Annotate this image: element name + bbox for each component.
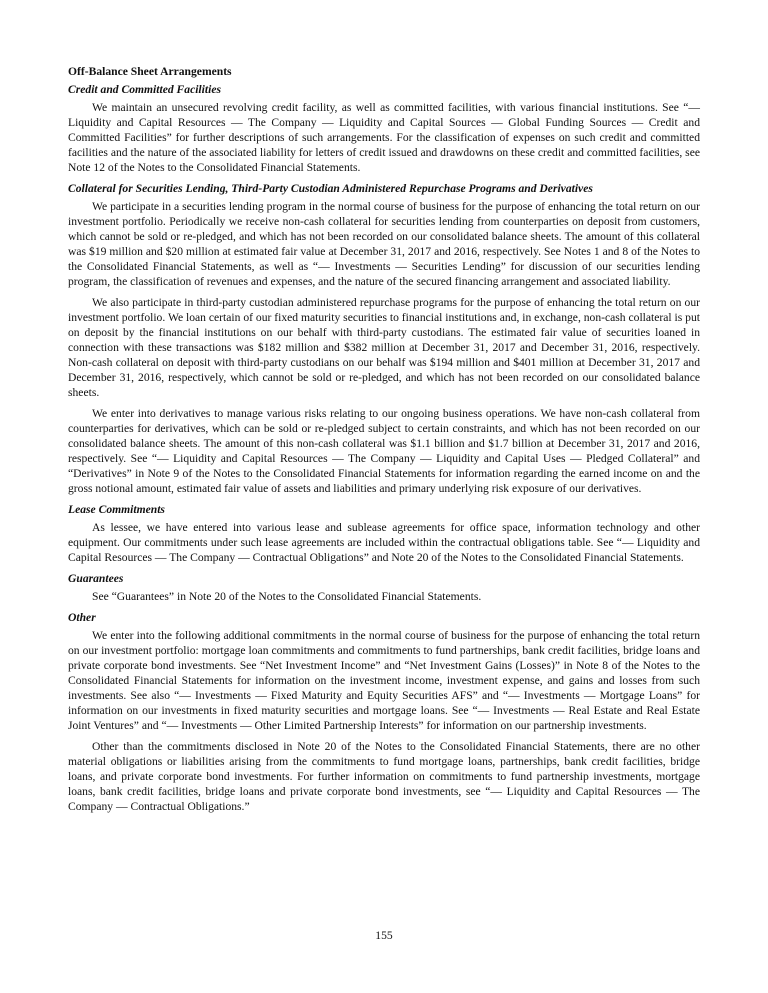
section-lease-commitments xyxy=(68,502,700,565)
paragraph: We also participate in third-party custodian administered repurchase programs for the purpose of enhancing the total return on our investment portfolio. We loan certain of our fixed maturity securities to financial institutions and, in exchange, non-cash collateral is put on deposit by the financial institutions on our behalf with third-party custodians. The estimated fair value of securities loaned in connection with these transactions was $182 million and $382 million at December 31, 2017 and December 31, 2016, respectively. Non-cash collateral on deposit with third-party custodians on our behalf was $194 million and $401 million at December 31, 2017 and December 31, 2016, respectively, which cannot be sold or re-pledged, and which has not been recorded on our consolidated balance sheets. xyxy=(68,296,700,399)
section-guarantees xyxy=(68,571,700,604)
subsection-heading: Credit and Committed Facilities xyxy=(68,83,221,96)
subsection-heading: Lease Commitments xyxy=(68,503,165,516)
subsection-heading: Collateral for Securities Lending, Third-Party Custodian Administered Repurchase Programs and Derivatives xyxy=(68,182,593,195)
paragraph: As lessee, we have entered into various lease and sublease agreements for office space, information technology and other equipment. Our commitments under such lease agreements are included within the contractual obligations table. See “— Liquidity and Capital Resources — The Company — Contractual Obligations” and Note 20 of the Notes to the Consolidated Financial Statements. xyxy=(68,521,700,564)
section-other xyxy=(68,610,700,814)
document-page xyxy=(68,64,700,820)
paragraph: Other than the commitments disclosed in Note 20 of the Notes to the Consolidated Financial Statements, there are no other material obligations or liabilities arising from the commitments to fund mortgage loans, partnerships, bank credit facilities, bridge loans, and private corporate bond investments. For further information on commitments to fund partnership investments, mortgage loans, bank credit facilities, bridge loans and private corporate bond investments, see “— Liquidity and Capital Resources — The Company — Contractual Obligations.” xyxy=(68,740,700,813)
subsection-heading: Other xyxy=(68,611,96,624)
paragraph: We participate in a securities lending program in the normal course of business for the purpose of enhancing the total return on our investment portfolio. Periodically we receive non-cash collateral for securities lending from counterparties on deposit from customers, which cannot be sold or re-pledged, and which has not been recorded on our consolidated balance sheets. The amount of this collateral was $19 million and $20 million at estimated fair value at December 31, 2017 and 2016, respectively. See Notes 1 and 8 of the Notes to the Consolidated Financial Statements, as well as “— Investments — Securities Lending” for discussion of our securities lending program, the classification of revenues and expenses, and the nature of the secured financing arrangement and associated liability. xyxy=(68,200,700,288)
subsection-heading: Guarantees xyxy=(68,572,124,585)
paragraph: We enter into derivatives to manage various risks relating to our ongoing business operations. We have non-cash collateral from counterparties for derivatives, which can be sold or re-pledged subject to certain constraints, and which has not been recorded on our consolidated balance sheets. The amount of this non-cash collateral was $1.1 billion and $1.7 billion at December 31, 2017 and 2016, respectively. See “— Liquidity and Capital Resources — The Company — Liquidity and Capital Uses — Pledged Collateral” and “Derivatives” in Note 9 of the Notes to the Consolidated Financial Statements for information regarding the earned income on and the gross notional amount, estimated fair value of assets and liabilities and primary underlying risk exposure of our derivatives. xyxy=(68,407,700,495)
paragraph: See “Guarantees” in Note 20 of the Notes to the Consolidated Financial Statements. xyxy=(92,590,482,603)
page-number: 155 xyxy=(375,929,393,942)
paragraph: We enter into the following additional commitments in the normal course of business for the purpose of enhancing the total return on our investment portfolio: mortgage loan commitments and commitments to fund partnerships, bank credit facilities, bridge loans and private corporate bond investments. See “Net Investment Income” and “Net Investment Gains (Losses)” in Note 8 of the Notes to the Consolidated Financial Statements for information on the investment income, investment expense, and gains and losses from such investments. See also “— Investments — Fixed Maturity and Equity Securities AFS” and “— Investments — Mortgage Loans” for information on our investments in fixed maturity securities and mortgage loans. See “— Investments — Real Estate and Real Estate Joint Ventures” and “— Investments — Other Limited Partnership Interests” for information on our partnership investments. xyxy=(68,629,700,732)
paragraph: We maintain an unsecured revolving credit facility, as well as committed facilities, with various financial institutions. See “— Liquidity and Capital Resources — The Company — Liquidity and Capital Sources — Global Funding Sources — Credit and Committed Facilities” for further descriptions of such arrangements. For the classification of expenses on such credit and committed facilities and the nature of the associated liability for letters of credit issued and drawdowns on these credit and committed facilities, see Note 12 of the Notes to the Consolidated Financial Statements. xyxy=(68,101,700,174)
section-collateral xyxy=(68,181,700,496)
section-title: Off-Balance Sheet Arrangements xyxy=(68,65,232,78)
section-credit-facilities xyxy=(68,82,700,175)
